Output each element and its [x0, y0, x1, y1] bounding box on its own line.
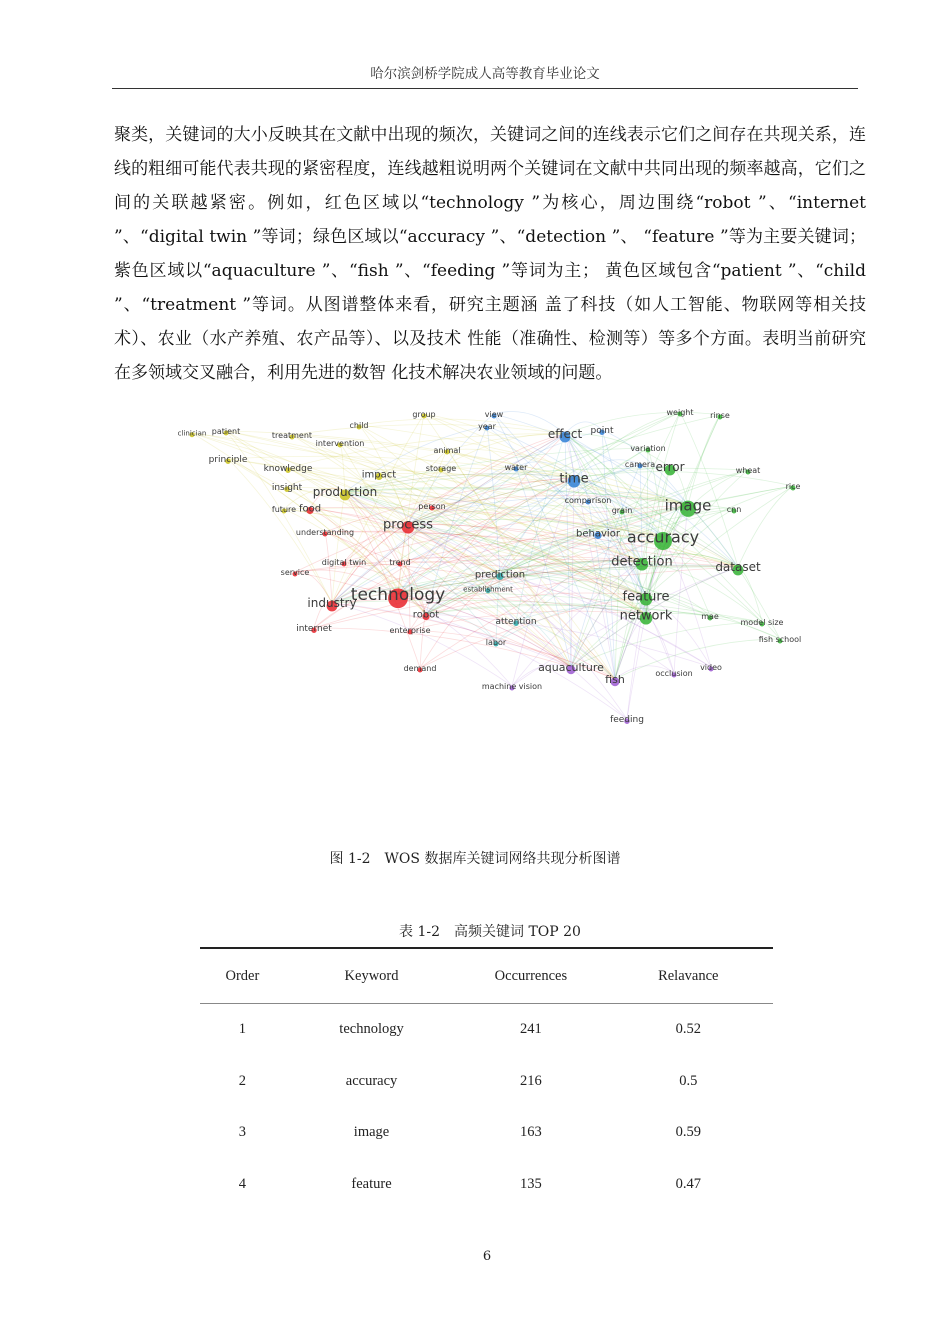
header-relavance: Relavance [658, 967, 719, 984]
cell-keyword: accuracy [345, 1072, 398, 1089]
network-label: behavior [576, 528, 620, 540]
network-label: view [484, 409, 504, 419]
network-label: mae [701, 611, 719, 621]
network-label: treatment [271, 430, 313, 440]
network-label: aquaculture [538, 660, 604, 674]
cell-order: 2 [238, 1072, 247, 1089]
network-label: person [418, 501, 446, 511]
cell-relavance: 0.5 [679, 1072, 698, 1089]
page-header: 哈尔滨剑桥学院成人高等教育毕业论文 [370, 66, 600, 82]
network-label: impact [361, 469, 397, 481]
network-label: point [590, 426, 614, 437]
cell-occurrences: 163 [520, 1124, 542, 1141]
network-edge [565, 412, 720, 437]
network-label: understanding [295, 527, 355, 537]
network-edge [646, 615, 674, 673]
table-header-row [200, 948, 773, 1004]
network-label: wheat [735, 465, 761, 475]
table-caption: 表 1-2 高频关键词 TOP 20 [399, 924, 581, 940]
network-label: variation [630, 443, 666, 453]
cooccurrence-network-graph [170, 402, 810, 732]
table-row [200, 1159, 773, 1211]
cell-occurrences: 216 [520, 1072, 542, 1089]
network-label: patient [211, 426, 241, 436]
cell-keyword: technology [339, 1021, 404, 1038]
network-label: labor [485, 637, 507, 647]
network-label: future [271, 504, 297, 514]
network-label: time [559, 471, 589, 487]
network-label: network [619, 608, 673, 624]
network-label: feature [622, 589, 670, 605]
network-edges [192, 409, 793, 720]
network-label: video [700, 662, 722, 672]
page-number: 6 [482, 1249, 492, 1264]
network-label: technology [350, 584, 446, 605]
network-label: clinician [177, 429, 207, 438]
header-rule [112, 88, 858, 89]
network-label: rice [785, 481, 801, 491]
network-label: dataset [715, 560, 761, 575]
network-label: attention [495, 617, 537, 628]
network-label: grain [611, 505, 633, 515]
network-label: effect [547, 427, 583, 442]
network-label: image [664, 496, 712, 515]
network-label: establishment [463, 585, 513, 594]
network-label: comparison [564, 495, 612, 505]
header-occurrences: Occurrences [494, 967, 568, 984]
network-label: year [478, 421, 496, 431]
network-label: food [298, 503, 322, 515]
network-label: insight [271, 483, 303, 494]
network-label: prediction [474, 569, 526, 581]
network-label: service [280, 567, 310, 577]
network-label: digital twin [321, 557, 367, 567]
network-label: rinse [710, 410, 730, 420]
paragraph-text: 聚类，关键词的大小反映其在文献中出现的频次，关键词之间的连线表示它们之间存在共现关系，连线的粗细可能代表共现的紧密程度，连线越粗说明两个关键词在文献中共同出现的频率越高，它们之间的关联越紧密。例如，红色区域以“technology ”为核心，周边围绕“robot ”、“internet ”、“digital twin ”等词；绿色区域以“accuracy ”、“detection ”、 “feature ”等为主要关键词；紫色区域以“aquaculture ”、“fish ”、“feeding ”等词为主； 黄色区域包含“patient ”、“child ”、“treatment ”等词。从图谱整体来看，研究主题涵 盖了科技（如人工智能、物联网等相关技术）、农业（水产养殖、农产品等）、以及技术 性能（准确性、检测等）等多个方面。表明当前研究在多领域交叉融合，利用先进的数智 化技术解决农业领域的问题。 [114, 125, 866, 383]
cell-keyword: feature [351, 1175, 392, 1192]
network-edge [688, 415, 720, 505]
cell-order: 3 [238, 1124, 247, 1141]
network-edge [738, 567, 762, 622]
table-row [200, 1107, 773, 1159]
network-label: fish [605, 672, 625, 686]
cell-order: 4 [238, 1175, 247, 1192]
cell-occurrences: 135 [520, 1175, 542, 1192]
table-row [200, 1004, 773, 1056]
network-label: occlusion [655, 668, 693, 678]
network-label: cnn [726, 504, 742, 514]
cell-relavance: 0.59 [675, 1124, 701, 1141]
network-label: detection [611, 554, 673, 570]
table-row [200, 1056, 773, 1108]
network-label: demand [403, 663, 437, 673]
network-label: knowledge [263, 464, 313, 475]
cell-relavance: 0.52 [675, 1021, 701, 1038]
network-label: process [383, 517, 433, 533]
network-label: principle [208, 455, 248, 466]
header-order: Order [225, 967, 260, 984]
cell-occurrences: 241 [520, 1021, 542, 1038]
network-label: trend [389, 557, 411, 567]
network-label: internet [296, 624, 332, 635]
network-label: enterprise [389, 625, 431, 635]
keyword-network-figure [170, 402, 810, 732]
network-edge [408, 524, 410, 630]
figure-caption: 图 1-2 WOS 数据库关键词网络共现分析图谱 [329, 851, 621, 867]
network-label: weight [666, 407, 694, 417]
network-label: production [312, 485, 378, 500]
network-label: model size [740, 617, 784, 627]
network-label: error [655, 460, 685, 475]
keyword-table [200, 947, 773, 1210]
network-label: group [412, 409, 436, 419]
cell-keyword: image [353, 1124, 390, 1141]
cell-order: 1 [238, 1021, 247, 1038]
network-label: storage [425, 463, 457, 473]
header-keyword: Keyword [344, 967, 399, 984]
network-edge [738, 486, 793, 567]
network-label: camera [624, 459, 656, 469]
network-label: intervention [315, 438, 365, 448]
network-label: robot [412, 609, 440, 621]
network-label: water [504, 462, 528, 472]
network-label: animal [433, 445, 461, 455]
network-label: industry [307, 596, 357, 611]
cell-relavance: 0.47 [675, 1175, 701, 1192]
network-label: machine vision [481, 681, 543, 691]
network-label: accuracy [626, 527, 700, 547]
body-paragraph [114, 118, 866, 390]
network-label: child [349, 420, 369, 430]
network-label: fish school [758, 634, 802, 644]
network-label: feeding [610, 715, 644, 726]
